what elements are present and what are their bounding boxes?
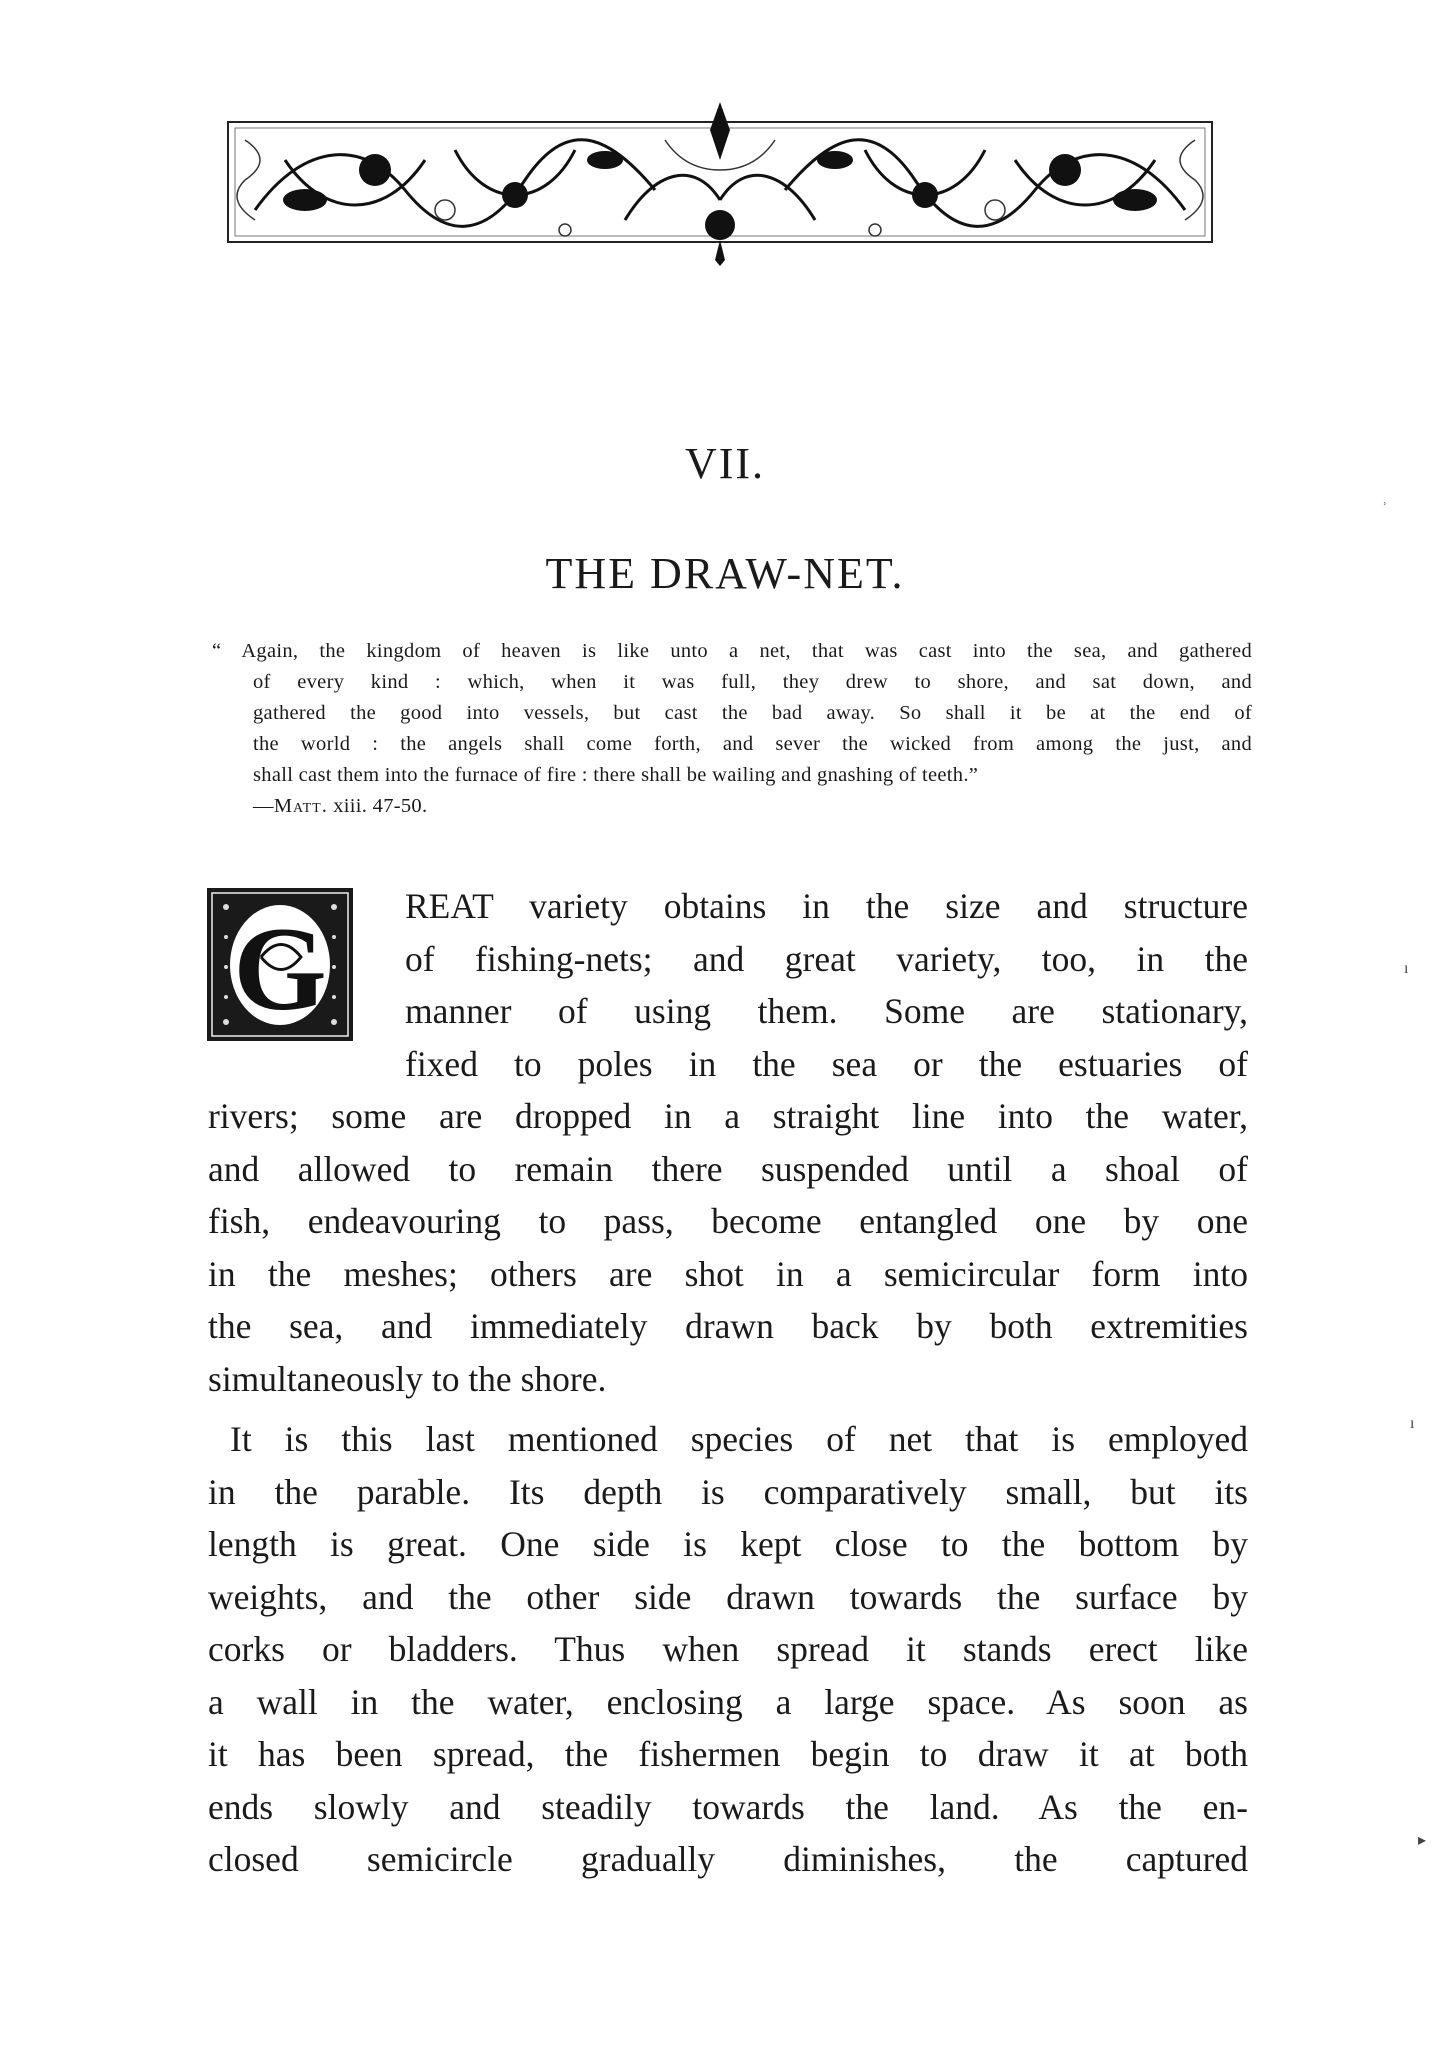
text-line: and allowed to remain there suspended until a shoal of — [208, 1148, 1248, 1189]
text-line: rivers; some are dropped in a straight line into the water, — [208, 1096, 1248, 1136]
scan-speck: ˒ — [1382, 493, 1388, 510]
chapter-number: VII. — [684, 439, 766, 488]
text-line: REAT variety obtains in the size and structure — [405, 886, 1248, 926]
text-line: ends slowly and steadily towards the land. As the en- — [208, 1786, 1248, 1827]
scan-speck: ı — [1404, 960, 1409, 977]
epigraph-source-dash: — — [253, 795, 274, 817]
text-line: length is great. One side is kept close to the bottom by — [208, 1524, 1248, 1564]
epigraph-line: gathered the good into vessels, but cast the bad away. So shall it be at the end of — [253, 702, 1252, 724]
scan-speck: ▸ — [1418, 1832, 1427, 1849]
epigraph-source-book: Matt. — [273, 795, 328, 817]
drop-cap-glyph: G — [233, 902, 327, 1035]
text-line: manner of using them. Some are stationary, — [405, 991, 1248, 1031]
text-line: of fishing-nets; and great variety, too, in the — [405, 938, 1248, 979]
epigraph-line: the world : the angels shall come forth, and sever the wicked from among the just, and — [253, 733, 1252, 755]
paragraph-gap — [208, 1405, 1248, 1413]
epigraph-source — [212, 791, 1252, 822]
epigraph-source-ref: xiii. 47-50. — [327, 795, 428, 817]
epigraph-line: shall cast them into the furnace of fire : there shall be wailing and gnashing of teeth.” — [253, 764, 979, 786]
epigraph-line: “ Again, the kingdom of heaven is like unto a net, that was cast into the sea, and gathered — [212, 640, 1252, 662]
scan-speck: ı — [1410, 1415, 1415, 1432]
text-line: weights, and the other side drawn towards the surface by — [208, 1576, 1248, 1617]
text-line: in the meshes; others are shot in a semicircular form into — [208, 1253, 1248, 1294]
chapter-title: THE DRAW-NET. — [545, 549, 905, 598]
text-line: fish, endeavouring to pass, become entangled one by one — [208, 1201, 1248, 1241]
epigraph-quotation — [212, 636, 1252, 822]
text-line: it has been spread, the fishermen begin to draw it at both — [208, 1734, 1248, 1774]
text-line: in the parable. Its depth is comparatively small, but its — [208, 1471, 1248, 1512]
text-line: fixed to poles in the sea or the estuaries of — [405, 1043, 1248, 1084]
text-line: the sea, and immediately drawn back by both extremities — [208, 1306, 1248, 1346]
text-line: It is this last mentioned species of net that is employed — [230, 1419, 1248, 1459]
epigraph-line: of every kind : which, when it was full, they drew to shore, and sat down, and — [253, 671, 1252, 693]
text-line: a wall in the water, enclosing a large space. As soon as — [208, 1681, 1248, 1722]
text-line: simultaneously to the shore. — [208, 1358, 607, 1399]
text-line: corks or bladders. Thus when spread it stands erect like — [208, 1629, 1248, 1669]
body-text — [208, 880, 1248, 1886]
text-line: closed semicircle gradually diminishes, the captured — [208, 1839, 1248, 1879]
ornamental-headpiece — [225, 100, 1215, 268]
